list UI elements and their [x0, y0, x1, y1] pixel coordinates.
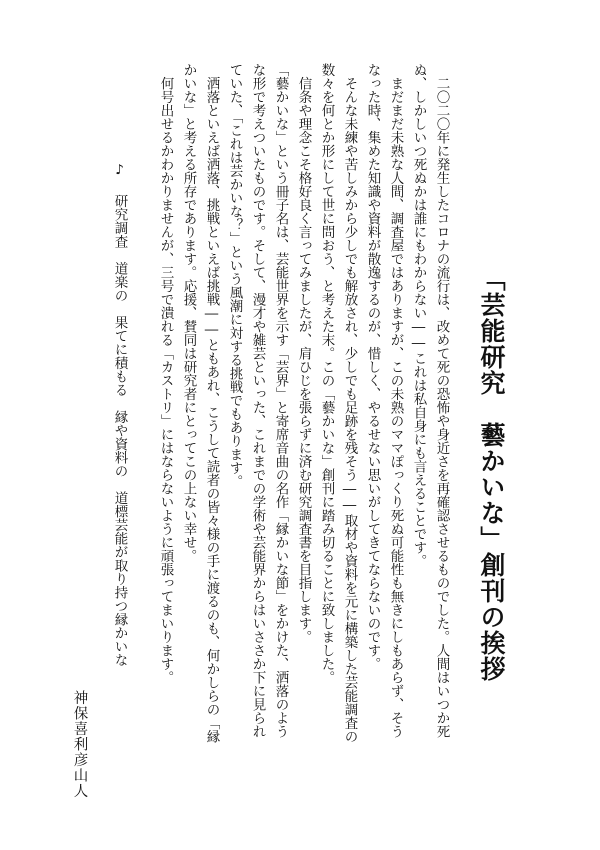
body-line: ていた、「これは芸かいな？」という風潮に対する挑戦でもあります。 — [226, 63, 243, 489]
document-title: 「芸能研究 藝かいな」創刊の挨拶 — [477, 266, 506, 682]
author-signature: 神保喜利彦山人 — [71, 690, 88, 799]
body-line: 「藝かいな」という冊子名は、芸能世界を示す「芸界」と寄席音曲の名作「縁かいな節」をかけた、洒落のよう — [272, 63, 289, 738]
body-line: 二〇二〇年に発生したコロナの流行は、改めて死の恐怖や身近さを再確認させるものでした。人間はいつか死 — [433, 63, 450, 738]
body-line: そんな未練や苦しみから少しでも解放され、少しでも足跡を残そう――取材や資料を元に構築した芸能調査の — [341, 63, 358, 743]
body-line: 信条や理念こそ格好良く言ってみましたが、肩ひじを張らずに済む研究調査書を目指します。 — [295, 63, 312, 644]
body-line: まだまだ未熟な人間、調査屋ではありますが、この未熟のママぽっくり死ぬ可能性も無きにしもあらず、そう — [387, 63, 404, 738]
body-line: な形で考えついたものです。そして、漫才や雑芸といった、これまでの学術や芸能界からはいささか下に見られ — [249, 63, 266, 738]
closing-verse: ♪ 研究調査 道楽の 果てに積もる 縁や資料の 道標芸能が取り持つ縁かいな — [111, 162, 128, 667]
body-line: ぬ、しかしいつ死ぬかは誰にもわからない――これは私自身にも言えることです。 — [410, 63, 427, 568]
body-line: なった時、集めた知識や資料が散逸するのが、惜しく、やるせない思いがしてきてならないのです。 — [364, 63, 381, 671]
body-line: 洒落といえば洒落、挑戦といえば挑戦――ともあれ、こうして読者の皆々様の手に渡るのも、何かしらの「縁 — [203, 63, 220, 743]
body-line: 何号出せるかわかりませんが、三号で潰れる「カストリ」にはならないように頑張ってまいります。 — [157, 63, 174, 684]
body-line: かいな」と考える所存であります。応援、賛同は研究者にとってこの上ない幸せ。 — [180, 63, 197, 563]
body-line: 数々を何とか形にして世に問おう、と考えた末。この「藝かいな」創刊に踏み切ることに致しました。 — [318, 63, 335, 684]
